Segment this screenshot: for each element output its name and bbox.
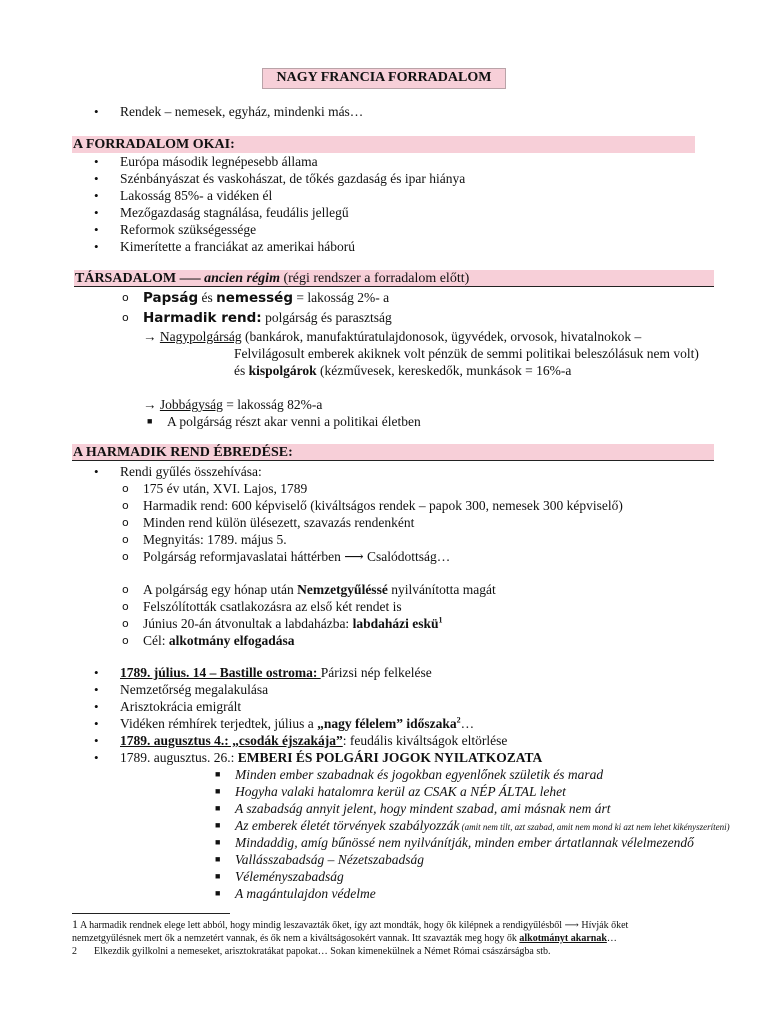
sub-item: o Minden rend külön ülésezett, szavazás rendenként (143, 514, 414, 531)
felvilagosult-line: Felvilágosult emberek akiknek volt pénzük de semmi politikai beleszólásuk nem volt) (234, 346, 699, 361)
alkotmanyt-akarnak: alkotmányt akarnak (519, 933, 607, 944)
sub-item (143, 615, 442, 632)
polgarsag-line: ■ A polgárság részt akar venni a politikai életben (167, 413, 421, 430)
list-item: • Európa második legnépesebb állama (120, 153, 318, 170)
text: Hogyha valaki hatalomra kerül az CSAK a NÉP ÁLTAL lehet (235, 784, 566, 799)
arrow: → (143, 329, 160, 344)
sub-item: o Harmadik rend: 600 képviselő (kiváltságos rendek – papok 300, nemesek 300 képviselő) (143, 497, 623, 514)
footnote-2 (72, 945, 702, 958)
intro-item: • Rendek – nemesek, egyház, mindenki más… (120, 103, 363, 120)
jobbagysag-line (143, 396, 322, 413)
text: : feudális kiváltságok eltörlése (342, 733, 508, 748)
nagy-felelem: „nagy félelem” időszaka (317, 716, 457, 731)
sub-item: o Felszólították csatlakozásra az első két rendet is (143, 598, 402, 615)
right-item (235, 851, 424, 868)
sub-item (143, 581, 496, 598)
list-item: • Nemzetőrség megalakulása (120, 681, 268, 698)
text: Vallásszabadság – Nézetszabadság (235, 852, 425, 867)
footnote-1 (72, 918, 702, 945)
harmadik-rend-line (143, 309, 392, 326)
document-title: NAGY FRANCIA FORRADALOM (262, 68, 506, 89)
text: A harmadik rendnek elege lett abból, hogy mindig leszavazták őket, így azt mondták, hogy ők kilépnek a rendigyűlésből ⟶ Hívják őket (78, 920, 629, 931)
nagypolgarsag-line (143, 328, 641, 345)
list-item: • Szénbányászat és vaskohászat, de tőkés gazdaság és ipar hiánya (120, 170, 465, 187)
list-item (120, 664, 432, 681)
text: nemzetgyűlésnek mert ők a nemzetért vannak, és ők nem a kiváltságosokért vannak. Itt szavazták meg hogy ők (72, 933, 520, 944)
footnote-ref: 1 (438, 615, 443, 625)
text: Vidéken rémhírek terjedtek, július a (120, 716, 318, 731)
text: Cél: (143, 633, 169, 648)
right-item (235, 885, 376, 902)
text: A polgárság egy hónap után (143, 582, 298, 597)
kispolgarok-desc: (kézművesek, kereskedők, munkások = 16%-a (316, 363, 572, 378)
jobbagysag: Jobbágyság (159, 397, 223, 412)
list-item (120, 732, 507, 749)
footnote-separator (72, 913, 230, 914)
section-header-tarsadalom (74, 270, 714, 287)
text: Véleményszabadság (235, 869, 344, 884)
text: … (460, 716, 475, 731)
sub-item: o Megnyitás: 1789. május 5. (143, 531, 287, 548)
nemzetgyules: Nemzetgyűléssé (297, 582, 388, 597)
list-item: • Mezőgazdaság stagnálása, feudális jellegű (120, 204, 349, 221)
papsag: Papság (143, 290, 199, 306)
text: Elkezdik gyilkolni a nemeseket, arisztokratákat papokat… Sokan kimenekülnek a Német Római császárságba stb. (94, 946, 551, 957)
kispolgarok: kispolgárok (248, 363, 317, 378)
bastille: 1789. július. 14 – Bastille ostroma: (120, 665, 321, 680)
text: A magántulajdon védelme (235, 886, 376, 901)
csodak-ejszakaja: 1789. augusztus 4.: „csodák éjszakája” (120, 733, 343, 748)
text: Június 20-án átvonultak a labdaházba: (143, 616, 353, 631)
ancien-regime: ancien régim (204, 271, 280, 286)
section-header-okai: A FORRADALOM OKAI: (72, 136, 695, 153)
section-header-harmadik: A HARMADIK REND ÉBREDÉSE: (72, 444, 714, 461)
text: 1789. augusztus. 26.: (120, 750, 238, 765)
harmadik-rend: Harmadik rend: (143, 310, 262, 326)
footnote-ref: 2 (456, 715, 461, 725)
right-item (235, 766, 603, 783)
text: … (606, 933, 617, 944)
sub-item (143, 632, 295, 649)
arrow: → (143, 397, 160, 412)
list-item: • Lakosság 85%- a vidéken él (120, 187, 272, 204)
polgarsag: polgárság és parasztság (261, 310, 392, 325)
nemesseg: nemesség (216, 290, 294, 306)
list-item (120, 749, 542, 766)
kispolgarok-line (234, 362, 571, 379)
list-item: • Rendi gyűlés összehívása: (120, 463, 262, 480)
alkotmany: alkotmány elfogadása (168, 633, 295, 648)
right-item (235, 868, 344, 885)
labdahazi-eskü: labdaházi eskü (352, 616, 439, 631)
list-item: • Reformok szükségessége (120, 221, 256, 238)
nyilatkozat: EMBERI ÉS POLGÁRI JOGOK NYILATKOZATA (237, 750, 543, 765)
text: Minden ember szabadnak és jogokban egyenlőnek születik és marad (235, 767, 604, 782)
right-item (235, 834, 694, 851)
sub-item: o Polgárság reformjavaslatai háttérben ⟶ Csalódottság… (143, 548, 450, 565)
text: (amit nem tilt, azt szabad, amit nem mond ki azt nem lehet kikényszeríteni) (459, 822, 730, 832)
sub-item: o 175 év után, XVI. Lajos, 1789 (143, 480, 307, 497)
right-item (235, 783, 566, 800)
text: Párizsi nép felkelése (320, 665, 432, 680)
list-item: • Kimerítette a franciákat az amerikai háború (120, 238, 355, 255)
footnote-number: 2 (72, 946, 77, 957)
es: és (234, 363, 249, 378)
right-item (235, 800, 610, 817)
nagypolgarsag: Nagypolgárság (159, 329, 242, 344)
lakossag: = lakosság 2%- a (293, 290, 390, 305)
right-item (235, 817, 730, 834)
text: A szabadság annyit jelent, hogy mindent szabad, ami másnak nem árt (235, 801, 611, 816)
list-item (120, 715, 474, 732)
jobbagysag-desc: = lakosság 82%-a (222, 397, 323, 412)
papsag-line (143, 289, 389, 306)
list-item: • Arisztokrácia emigrált (120, 698, 241, 715)
text: Az emberek életét törvények szabályozzák (235, 818, 460, 833)
regi-rendszer: (régi rendszer a forradalom előtt) (279, 271, 470, 286)
footnote-number: 1 (72, 917, 78, 931)
text: nyilvánította magát (387, 582, 496, 597)
dash: –— (176, 271, 205, 286)
text: Mindaddig, amíg bűnössé nem nyilvánítják, minden ember ártatlannak vélelmezendő (235, 835, 694, 850)
tarsadalom-title: TÁRSADALOM (75, 271, 177, 286)
es: és (198, 290, 217, 305)
nagypolgarsag-desc: (bankárok, manufaktúratulajdonosok, ügyvédek, orvosok, hivatalnokok – (241, 329, 642, 344)
